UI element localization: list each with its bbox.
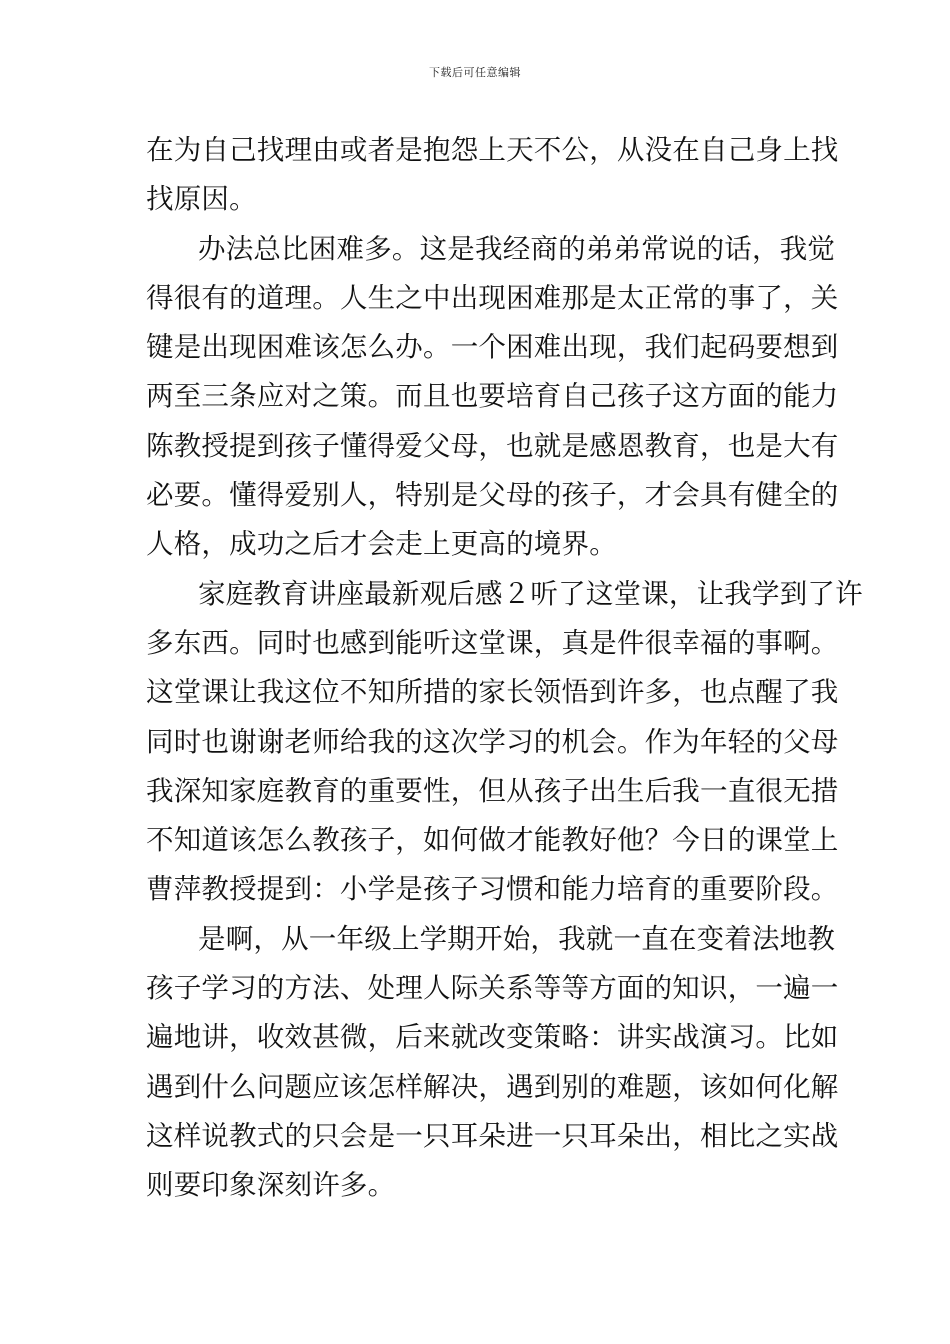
text-line: 必要。懂得爱别人，特别是父母的孩子，才会具有健全的 [146, 479, 839, 512]
text-line: 这样说教式的只会是一只耳朵进一只耳朵出，相比之实战 [146, 1119, 839, 1152]
text-line: 在为自己找理由或者是抱怨上天不公，从没在自己身上找 [146, 134, 839, 166]
text-line: 陈教授提到孩子懂得爱父母，也就是感恩教育，也是大有 [146, 429, 839, 462]
paragraph-start-line: 家庭教育讲座最新观后感２听了这堂课，让我学到了许 [198, 577, 863, 610]
text-line: 人格，成功之后才会走上更高的境界。 [146, 528, 617, 561]
text-line: 找原因。 [146, 183, 257, 216]
page-header: 下载后可任意编辑 [429, 66, 521, 79]
text-line: 遇到什么问题应该怎样解决，遇到别的难题，该如何化解 [146, 1070, 839, 1103]
text-line: 多东西。同时也感到能听这堂课，真是件很幸福的事啊。 [146, 626, 839, 659]
text-line: 曹萍教授提到：小学是孩子习惯和能力培育的重要阶段。 [146, 873, 839, 906]
text-line: 键是出现困难该怎么办。一个困难出现，我们起码要想到 [146, 331, 839, 364]
body-text [146, 126, 863, 1211]
text-line: 不知道该怎么教孩子，如何做才能教好他？今日的课堂上 [146, 824, 839, 857]
text-line: 同时也谢谢老师给我的这次学习的机会。作为年轻的父母 [146, 725, 839, 758]
text-line: 孩子学习的方法、处理人际关系等等方面的知识，一遍一 [146, 972, 839, 1005]
text-line: 遍地讲，收效甚微，后来就改变策略：讲实战演习。比如 [146, 1021, 839, 1054]
paragraph-start-line: 是啊，从一年级上学期开始，我就一直在变着法地教 [198, 922, 836, 955]
text-line: 两至三条应对之策。而且也要培育自己孩子这方面的能力 [146, 380, 839, 413]
text-line: 得很有的道理。人生之中出现困难那是太正常的事了，关 [146, 281, 839, 314]
text-line: 这堂课让我这位不知所措的家长领悟到许多，也点醒了我 [146, 676, 839, 709]
text-line: 则要印象深刻许多。 [146, 1169, 396, 1202]
paragraph-start-line: 办法总比困难多。这是我经商的弟弟常说的话，我觉 [198, 232, 836, 265]
text-line: 我深知家庭教育的重要性，但从孩子出生后我一直很无措 [146, 774, 839, 807]
